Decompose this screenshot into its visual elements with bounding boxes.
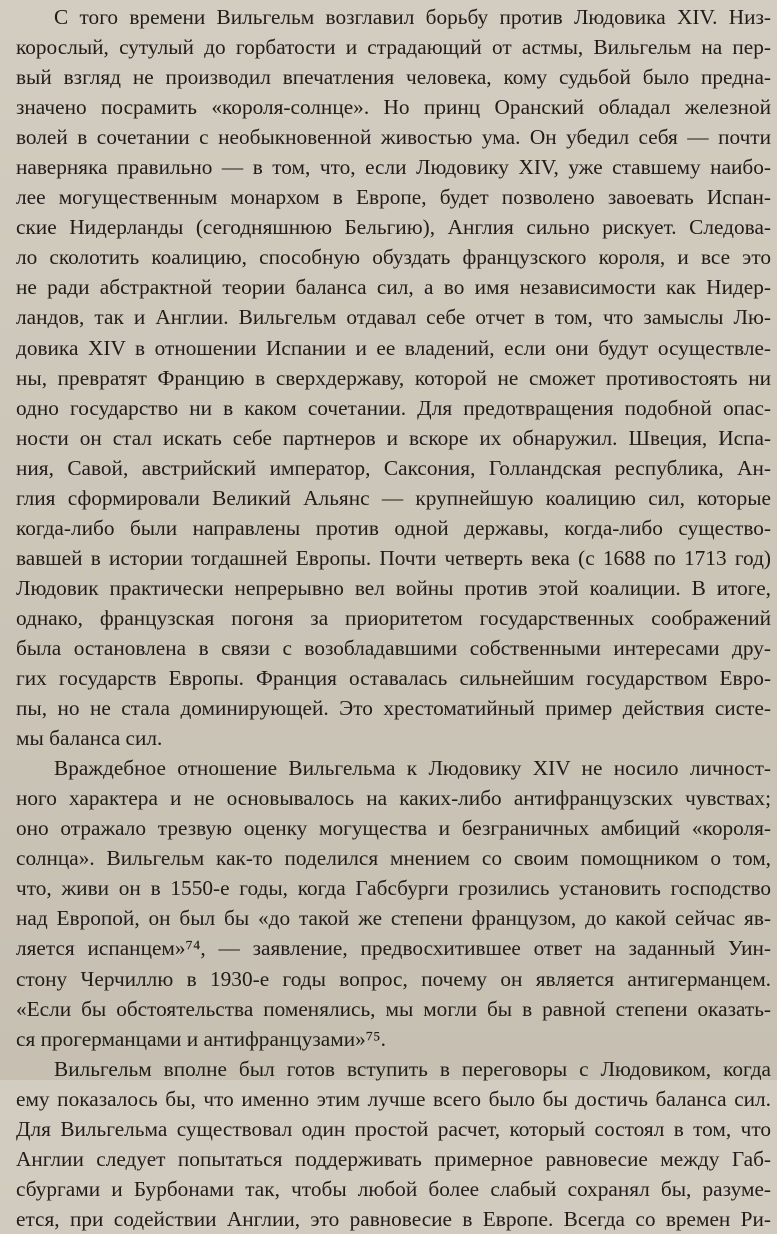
paragraph-william-negotiations [16, 1054, 771, 1234]
text-line: над Европой, он был бы «до такой же степени французом, до какой сейчас яв- [16, 906, 771, 931]
text-line: что, живи он в 1550-е годы, когда Габсбурги грозились установить господство [16, 876, 771, 901]
text-line: была остановлена в связи с возобладавшими собственными интересами дру- [16, 635, 771, 660]
text-line: ландов, так и Англии. Вильгельм отдавал себе отчет в том, что замыслы Лю- [16, 305, 771, 330]
text-line: лее могущественным монархом в Европе, будет позволено завоевать Испан- [16, 185, 771, 210]
text-line: довика XIV в отношении Испании и ее владений, если они будут осуществле- [16, 335, 771, 360]
text-line: Англии следует попытаться поддерживать примерное равновесие между Габ- [16, 1146, 771, 1171]
text-line: мы баланса сил. [16, 726, 163, 751]
paragraph-william-coalition [16, 2, 771, 753]
text-line: пы, но не стала доминирующей. Это хрестоматийный пример действия систе- [16, 696, 771, 721]
paragraph-william-attitude [16, 753, 771, 1053]
text-line: ские Нидерланды (сегодняшнюю Бельгию), Англия сильно рискует. Следова- [16, 215, 771, 240]
text-line: наверняка правильно — в том, что, если Людовику XIV, уже ставшему наибо- [16, 155, 771, 180]
text-line: ему показалось бы, что именно этим лучше всего было бы достичь баланса сил. [16, 1086, 771, 1111]
text-line: ся прогерманцами и антифранцузами»⁷⁵. [16, 1026, 386, 1051]
text-line: ется, при содействии Англии, это равновесие в Европе. Всегда со времен Ри- [16, 1206, 771, 1231]
text-line: солнца». Вильгельм как-то поделился мнением со своим помощником о том, [16, 846, 771, 871]
text-line: сбургами и Бурбонами так, чтобы любой более слабый сохранял бы, разуме- [16, 1176, 771, 1201]
text-line: ности он стал искать себе партнеров и вскоре их обнаружил. Швеция, Испа- [16, 425, 771, 450]
text-line: Враждебное отношение Вильгельма к Людовику XIV не носило личност- [54, 756, 771, 781]
text-line: гих государств Европы. Франция оставалась сильнейшим государством Евро- [16, 666, 771, 691]
text-line: одно государство ни в каком сочетании. Для предотвращения подобной опас- [16, 395, 771, 420]
text-line: «Если бы обстоятельства поменялись, мы могли бы в равной степени оказать- [16, 996, 771, 1021]
text-line: глия сформировали Великий Альянс — крупнейшую коалицию сил, которые [16, 485, 771, 510]
text-line: ло сколотить коалицию, способную обуздать французского короля, и все это [16, 245, 771, 270]
text-line: значено посрамить «короля-солнце». Но принц Оранский обладал железной [16, 95, 771, 120]
text-line: ного характера и не основывалось на каких-либо антифранцузских чувствах; [16, 786, 771, 811]
text-line: ны, превратят Францию в сверхдержаву, которой не сможет противостоять ни [16, 365, 771, 390]
text-line: вавшей в истории тогдашней Европы. Почти четверть века (с 1688 по 1713 год) [16, 545, 771, 570]
text-line: однако, французская погоня за приоритетом государственных соображений [16, 605, 771, 630]
text-line: не ради абстрактной теории баланса сил, а во имя независимости как Нидер- [16, 275, 771, 300]
text-line: когда-либо были направлены против одной державы, когда-либо существо- [16, 515, 771, 540]
text-line: стону Черчиллю в 1930-е годы вопрос, почему он является антигерманцем. [16, 966, 771, 991]
text-line: Людовик практически непрерывно вел войны против этой коалиции. В итоге, [16, 575, 771, 600]
text-line: Вильгельм вполне был готов вступить в переговоры с Людовиком, когда [54, 1056, 771, 1081]
text-line: оно отражало трезвую оценку могущества и безграничных амбиций «короля- [16, 816, 771, 841]
text-line: волей в сочетании с необыкновенной живостью ума. Он убедил себя — почти [16, 125, 771, 150]
text-line: Для Вильгельма существовал один простой расчет, который состоял в том, что [16, 1116, 771, 1141]
text-line: корослый, сутулый до горбатости и страдающий от астмы, Вильгельм на пер- [16, 35, 771, 60]
text-line: вый взгляд не производил впечатления человека, кому судьбой было предна- [16, 65, 771, 90]
text-line: ния, Савой, австрийский император, Саксония, Голландская республика, Ан- [16, 455, 771, 480]
text-line: С того времени Вильгельм возглавил борьбу против Людовика XIV. Низ- [54, 5, 771, 29]
text-line: ляется испанцем»⁷⁴, — заявление, предвосхитившее ответ на заданный Уин- [16, 936, 771, 961]
